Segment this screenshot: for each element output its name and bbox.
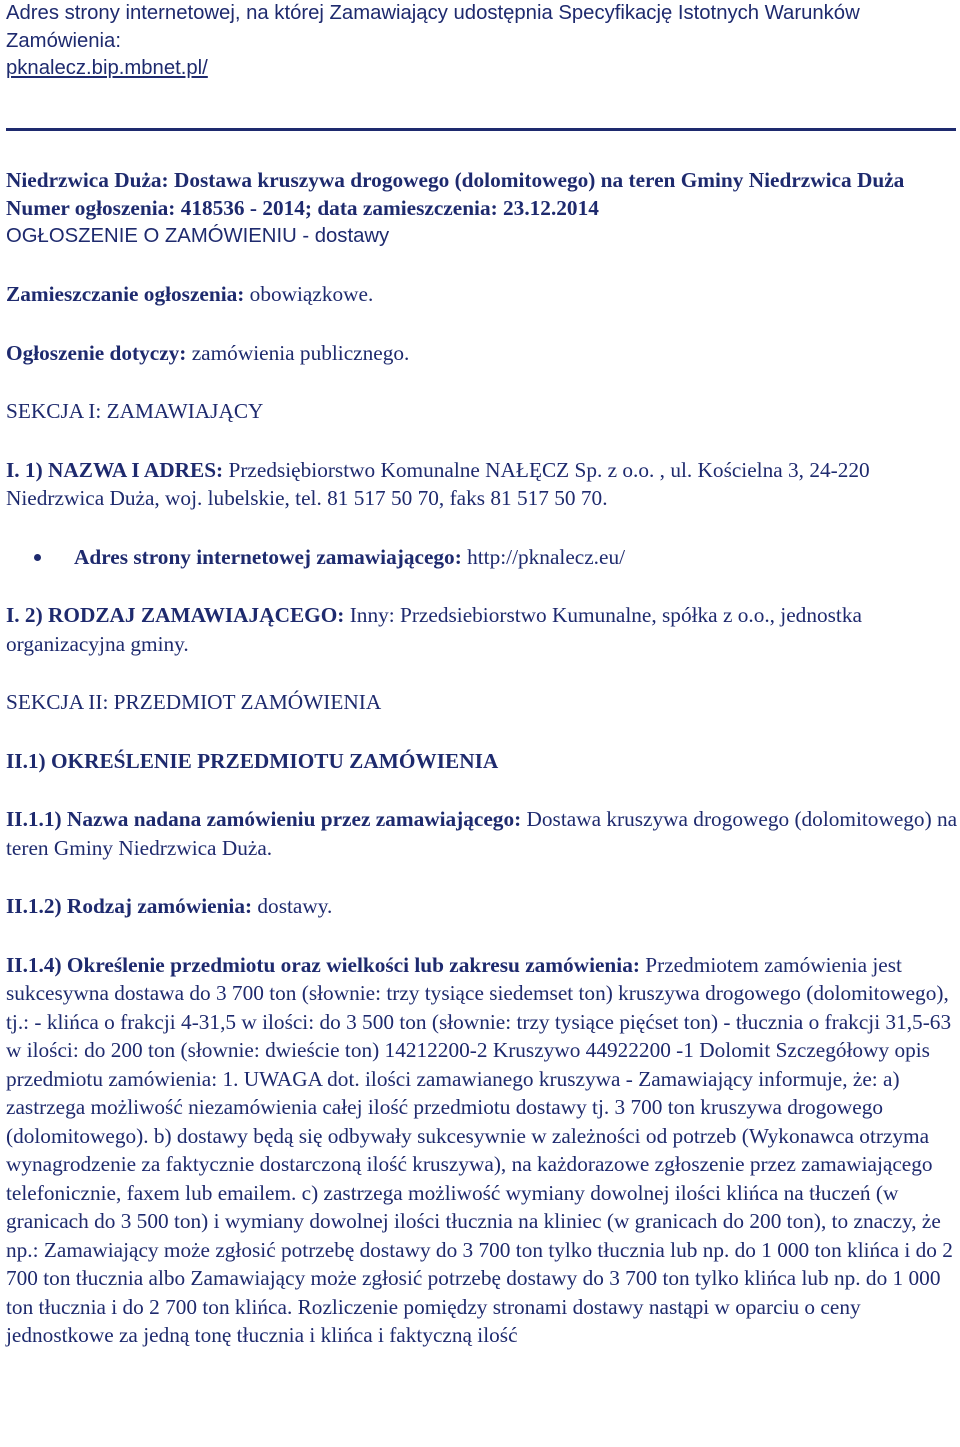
siwz-link-line (6, 55, 960, 83)
item-name (6, 805, 960, 862)
item-kind-value: dostawy. (252, 894, 333, 918)
website-value: http://pknalecz.eu/ (461, 544, 626, 569)
concerns-value: zamówienia publicznego. (186, 340, 410, 365)
separator-rule (6, 128, 956, 131)
notice-title-text: Niedrzwica Duża: Dostawa kruszywa drogowego (dolomitowego) na teren Gminy Niedrzwica Duża (6, 167, 905, 192)
placement-label: Zamieszczanie ogłoszenia: (6, 282, 245, 306)
placement-value: obowiązkowe. (244, 282, 374, 306)
section2-heading: SEKCJA II: PRZEDMIOT ZAMÓWIENIA (6, 690, 382, 714)
website-item (74, 543, 960, 572)
notice-number-text: Numer ogłoszenia: 418536 - 2014; data zamieszczenia: 23.12.2014 (6, 196, 599, 220)
authority-type-label: I. 2) RODZAJ ZAMAWIAJĄCEGO: (6, 603, 345, 627)
item-description (6, 951, 960, 1350)
item-name-value: Dostawa kruszywa drogowego (dolomitowego) na teren Gminy Niedrzwica Duża. (6, 807, 958, 860)
contracting-authority-name (6, 456, 960, 513)
item-kind (6, 892, 960, 921)
subsection-heading-text: II.1) OKREŚLENIE PRZEDMIOTU ZAMÓWIENIA (6, 748, 499, 773)
name-label: I. 1) NAZWA I ADRES: (6, 457, 224, 482)
item-name-label: II.1.1) Nazwa nadana zamówieniu przez zamawiającego: (6, 807, 522, 831)
item-kind-label: II.1.2) Rodzaj zamówienia: (6, 894, 253, 918)
item-description-value: Przedmiotem zamówienia jest sukcesywna dostawa do 3 700 ton (słownie: trzy tysiące siedemset ton) kruszywa drogowego (dolomitowego), tj.: - klińca o frakcji 4-31,5 w ilości: do 3 500 ton (słownie: trzy tysiące pięćset ton) - tłucznia o frakcji 31,5-63 w ilości: do 200 ton (słownie: dwieście ton) 14212200-2 Kruszywo 44922200 -1 Dolomit Szczegółowy opis przedmiotu zamówienia: 1. UWAGA dot. ilości zamawianego kruszywa - Zamawiający informuje, że: a) zastrzega możliwość niezamówienia całej ilość przedmiotu dostawy tj. 3 700 ton kruszywa drogowego (dolomitowego). b) dostawy będą się odbywały sukcesywnie w zależności od potrzeb (Wykonawca otrzyma wynagrodzenie za faktycznie dostarczoną ilość kruszywa), na każdorazowe zgłoszenie przez zamawiającego telefonicznie, faxem lub emailem. c) zastrzega możliwość wymiany dowolnej ilości klińca na tłuczeń (w granicach do 3 500 ton) i wymiany dowolnej ilości tłucznia na kliniec (w granicach do 200 ton), to znaczy, że np.: Zamawiający może zgłosić potrzebę dostawy do 3 700 ton tylko tłucznia lub np. do 1 000 ton klińca i do 2 700 ton tłucznia albo Zamawiający może zgłosić potrzebę dostawy do 3 700 ton tylko klińca lub np. do 1 000 ton tłucznia i do 2 700 ton klińca. Rozliczenie pomiędzy stronami dostawy nastąpi w oparciu o ceny jednostkowe za jedną tonę tłucznia i klińca i faktyczną ilość (6, 952, 953, 1347)
placement-line (6, 280, 960, 309)
authority-type (6, 601, 960, 658)
website-label: Adres strony internetowej zamawiającego: (74, 544, 462, 569)
item-description-label: II.1.4) Określenie przedmiotu oraz wielkości lub zakresu zamówienia: (6, 952, 640, 977)
siwz-link[interactable]: pknalecz.bip.mbnet.pl/ (6, 57, 208, 79)
subsection-heading (6, 747, 960, 776)
concerns-line (6, 339, 960, 368)
section1-heading: SEKCJA I: ZAMAWIAJĄCY (6, 399, 264, 423)
authority-type-value: Inny: Przedsiebiorstwo Kumunalne, spółka z o.o., jednostka organizacyjna gminy. (6, 603, 862, 656)
concerns-label: Ogłoszenie dotyczy: (6, 340, 187, 365)
name-value: Przedsiębiorstwo Komunalne NAŁĘCZ Sp. z o.o. , ul. Kościelna 3, 24-220 Niedrzwica Duża, woj. lubelskie, tel. 81 517 50 70, faks 81 517 50 70. (6, 457, 870, 510)
notice-type: OGŁOSZENIE O ZAMÓWIENIU - dostawy (6, 224, 390, 247)
intro-text: Adres strony internetowej, na której Zamawiający udostępnia Specyfikację Istotnych Warunków Zamówienia: (6, 2, 860, 52)
bullet-icon (34, 554, 41, 561)
website-list (6, 543, 960, 572)
notice-number (6, 194, 960, 223)
notice-title (6, 166, 960, 195)
